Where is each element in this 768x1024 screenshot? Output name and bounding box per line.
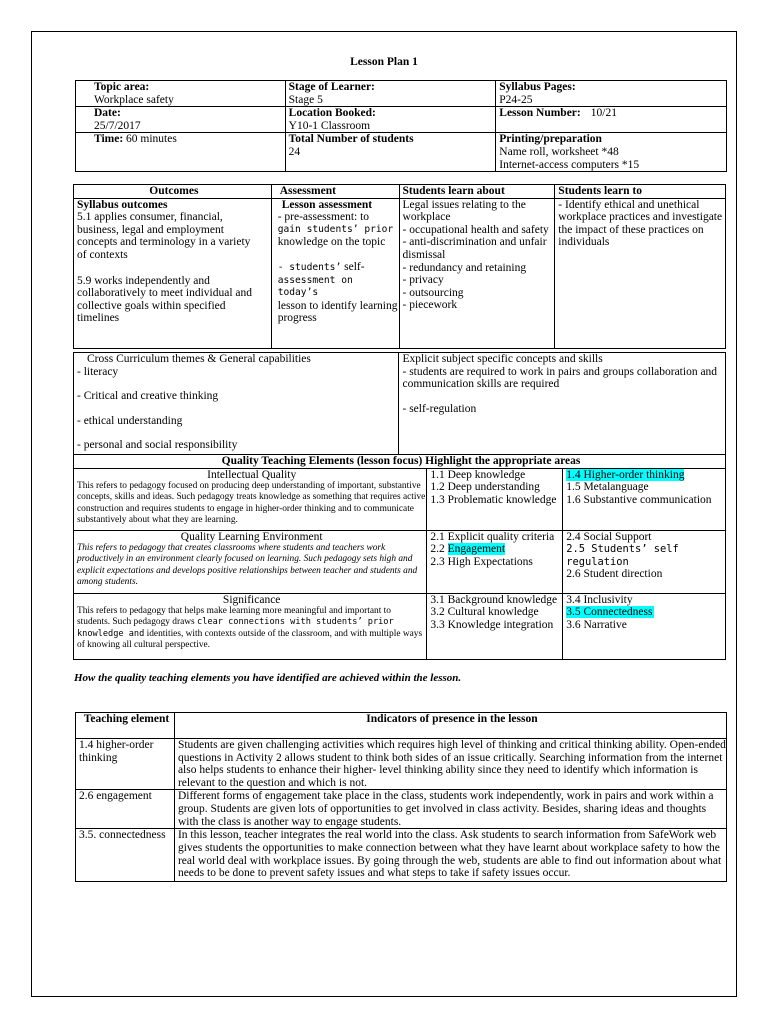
page-title: Lesson Plan 1 <box>350 56 418 68</box>
qte-element: 3.4 Inclusivity <box>566 593 633 606</box>
assessment-self-3: lesson to identify learning progress <box>277 299 398 325</box>
lesson-number-value: 10/21 <box>590 107 617 120</box>
topic-cell <box>76 81 286 107</box>
topic-label: Topic area: <box>94 81 150 93</box>
location-label: Location Booked: <box>288 107 376 120</box>
document-page <box>31 31 737 997</box>
stage-cell <box>285 81 496 107</box>
location-value: Y10-1 Classroom <box>288 119 371 132</box>
qte-element: 3.6 Narrative <box>566 618 627 631</box>
date-cell <box>76 107 286 133</box>
assessment-self-1b: self- <box>341 260 365 273</box>
students-label: Total Number of students <box>288 133 414 146</box>
qte-element: 1.3 Problematic knowledge <box>430 493 557 506</box>
location-cell <box>285 107 496 133</box>
indicator-text: Different forms of engagement take place in the class, students work independently, work in pairs and work within a group. Students are given lots of opportunities to get involved in class activity. Besides, sharing ideas and thoughts with the class is another way to engage students. <box>174 790 726 829</box>
qte-element: 2.4 Social Support <box>566 530 652 543</box>
lesson-number-label: Lesson Number: <box>499 107 581 120</box>
qte-element-prefix: 2.2 <box>430 543 448 556</box>
outcomes-table <box>73 184 726 349</box>
qte-element: 2.5 Students’ self regulation <box>566 543 679 568</box>
qte-element: 2.3 High Expectations <box>430 555 533 568</box>
lesson-number-cell <box>496 107 727 133</box>
learn-about-item: - piecework <box>402 299 458 312</box>
outcome-5-1: 5.1 applies consumer, financial, business, legal and employment concepts and terminology in a variety of contexts <box>77 211 251 261</box>
printing-label: Printing/preparation <box>499 133 602 146</box>
learn-to-cell <box>555 198 726 348</box>
header-indicators: Indicators of presence in the lesson <box>174 713 726 739</box>
significance-title: Significance <box>222 593 281 606</box>
topic-value: Workplace safety <box>94 93 174 106</box>
learn-about-item: - occupational health and safety <box>402 223 549 236</box>
qle-elements-cell <box>427 530 563 593</box>
cross-curriculum-cell <box>74 353 399 455</box>
qte-element-highlighted: 3.5 Connectedness <box>566 606 653 619</box>
cross-curriculum-table <box>73 352 726 455</box>
capability-item: - ethical understanding <box>77 414 183 427</box>
qte-element-highlighted: 1.4 Higher-order thinking <box>566 468 685 481</box>
qte-element: 2.6 Student direction <box>566 568 663 581</box>
header-teaching-element: Teaching element <box>76 713 175 739</box>
assessment-self-1: - students’ <box>277 261 342 273</box>
sig-elements-cell <box>427 593 563 659</box>
indicator-element: 2.6 engagement <box>76 790 175 829</box>
qle-elements-cell-2 <box>563 530 726 593</box>
capability-item: - personal and social responsibility <box>77 439 238 452</box>
time-cell <box>76 133 286 172</box>
learn-about-item: - privacy <box>402 274 444 287</box>
intellectual-quality-cell <box>74 468 427 530</box>
assessment-self-2: assessment on today’s <box>277 274 353 299</box>
date-label: Date: <box>94 107 121 120</box>
significance-desc-3: identities, with contexts outside of the classroom, and with multiple ways of knowing all cultural perspective. <box>77 628 423 651</box>
qte-element-highlighted: Engagement <box>447 543 506 556</box>
indicator-element: 3.5. connectedness <box>76 829 175 882</box>
printing-line-1: Name roll, worksheet *48 <box>499 145 619 158</box>
intellectual-quality-desc: This refers to pedagogy focused on producing deep understanding of important, substantive concepts, skills and ideas. Such pedagogy treats knowledge as something that requires active construction and requires students to engage in higher-order thinking and to communicate substantively about what they are learning. <box>77 481 426 526</box>
explicit-skills-2: - self-regulation <box>402 402 477 415</box>
syllabus-label: Syllabus Pages: <box>499 81 576 93</box>
explicit-skills-title: Explicit subject specific concepts and skills <box>402 353 603 365</box>
significance-cell <box>74 593 427 659</box>
qte-element: 3.2 Cultural knowledge <box>430 606 539 619</box>
assessment-pre-2: gain students’ prior <box>277 223 394 235</box>
learn-about-item: - redundancy and retaining <box>402 261 527 274</box>
learning-environment-cell <box>74 530 427 593</box>
learn-about-item: - outsourcing <box>402 286 464 299</box>
date-value: 25/7/2017 <box>94 119 141 132</box>
explicit-skills-1: - students are required to work in pairs and groups collaboration and communication skills are required <box>402 365 718 391</box>
syllabus-value: P24-25 <box>499 93 533 106</box>
syllabus-outcomes-cell <box>74 198 272 348</box>
quality-teaching-table <box>73 454 726 660</box>
indicators-table <box>75 712 727 882</box>
learning-environment-title: Quality Learning Environment <box>180 530 323 543</box>
qte-element: 1.5 Metalanguage <box>566 481 649 494</box>
indicator-text: In this lesson, teacher integrates the real world into the class. Ask students to search information from SafeWork web gives students the opportunities to make connection between what they have learnt about workplace safety to how the real world deal with workplace issues. By going through the web, students are able to find out information about what needs to be done to prevent safety issues and what steps to take if safety issues occur. <box>174 829 726 882</box>
learn-about-item: Legal issues relating to the workplace <box>402 198 526 224</box>
time-label: Time: <box>94 133 124 146</box>
assessment-pre-1: - pre-assessment: to <box>277 211 370 224</box>
qte-element: 3.3 Knowledge integration <box>430 618 554 631</box>
qte-element: 1.1 Deep knowledge <box>430 468 526 481</box>
time-value: 60 minutes <box>126 133 177 146</box>
learning-environment-desc: This refers to pedagogy that creates classrooms where students and teachers work productively in an environment clearly focused on learning. Such pedagogy sets high and explicit expectations and develops positive relationships between teacher and students and among students. <box>77 543 418 588</box>
learn-about-cell <box>399 198 555 348</box>
printing-cell <box>496 133 727 172</box>
qte-element: 1.2 Deep understanding <box>430 481 540 494</box>
iq-elements-cell-2 <box>563 468 726 530</box>
learn-about-item: - anti-discrimination and unfair dismissal <box>402 236 547 261</box>
students-cell <box>285 133 496 172</box>
learn-to-text: - Identify ethical and unethical workplace practices and investigate the impact of these practices on individuals <box>558 198 723 249</box>
significance-desc-1: This refers to pedagogy that helps make learning more meaningful and important to students. Such pedagogy draws <box>77 606 391 628</box>
assessment-pre-3: knowledge on the topic <box>277 236 386 249</box>
outcome-5-9: 5.9 works independently and collaboratively to meet individual and collective goals within specified timelines <box>77 274 253 325</box>
indicator-element: 1.4 higher-order thinking <box>76 739 175 790</box>
lesson-assessment-title: Lesson assessment <box>281 198 373 211</box>
qte-element: 2.1 Explicit quality criteria <box>430 530 555 543</box>
students-value: 24 <box>288 145 301 158</box>
iq-elements-cell <box>427 468 563 530</box>
question-text: How the quality teaching elements you have identified are achieved within the lesson. <box>74 672 462 684</box>
header-outcomes: Outcomes <box>74 185 272 199</box>
intellectual-quality-title: Intellectual Quality <box>207 468 297 481</box>
qte-element: 1.6 Substantive communication <box>566 493 712 506</box>
qte-element: 3.1 Background knowledge <box>430 593 558 606</box>
qte-title: Quality Teaching Elements (lesson focus) Highlight the appropriate areas <box>74 455 726 469</box>
syllabus-cell <box>496 81 727 107</box>
lesson-info-table <box>75 80 727 172</box>
explicit-skills-cell <box>399 353 726 455</box>
printing-line-2: Internet-access computers *15 <box>499 158 640 171</box>
stage-value: Stage 5 <box>288 93 323 106</box>
header-assessment: Assessment <box>271 185 399 199</box>
header-learn-to: Students learn to <box>555 185 726 199</box>
capability-item: - literacy <box>77 365 119 378</box>
assessment-cell <box>271 198 399 348</box>
cross-curriculum-title: Cross Curriculum themes & General capabilities <box>87 353 311 365</box>
sig-elements-cell-2 <box>563 593 726 659</box>
stage-label: Stage of Learner: <box>288 81 375 93</box>
indicator-text: Students are given challenging activities which requires high level of thinking and critical thinking ability. Open-ended questions in Activity 2 allows student to think both sides of an issue critically. Searching information from the internet also helps students to enhance their higher- level thinking ability since they need to identify which information is relevant to the question and which is not. <box>174 739 726 790</box>
capability-item: - Critical and creative thinking <box>77 390 219 403</box>
header-learn-about: Students learn about <box>399 185 555 199</box>
syllabus-outcomes-title: Syllabus outcomes <box>77 198 168 211</box>
significance-desc-2: clear connections with students’ prior knowledge and <box>77 617 394 639</box>
